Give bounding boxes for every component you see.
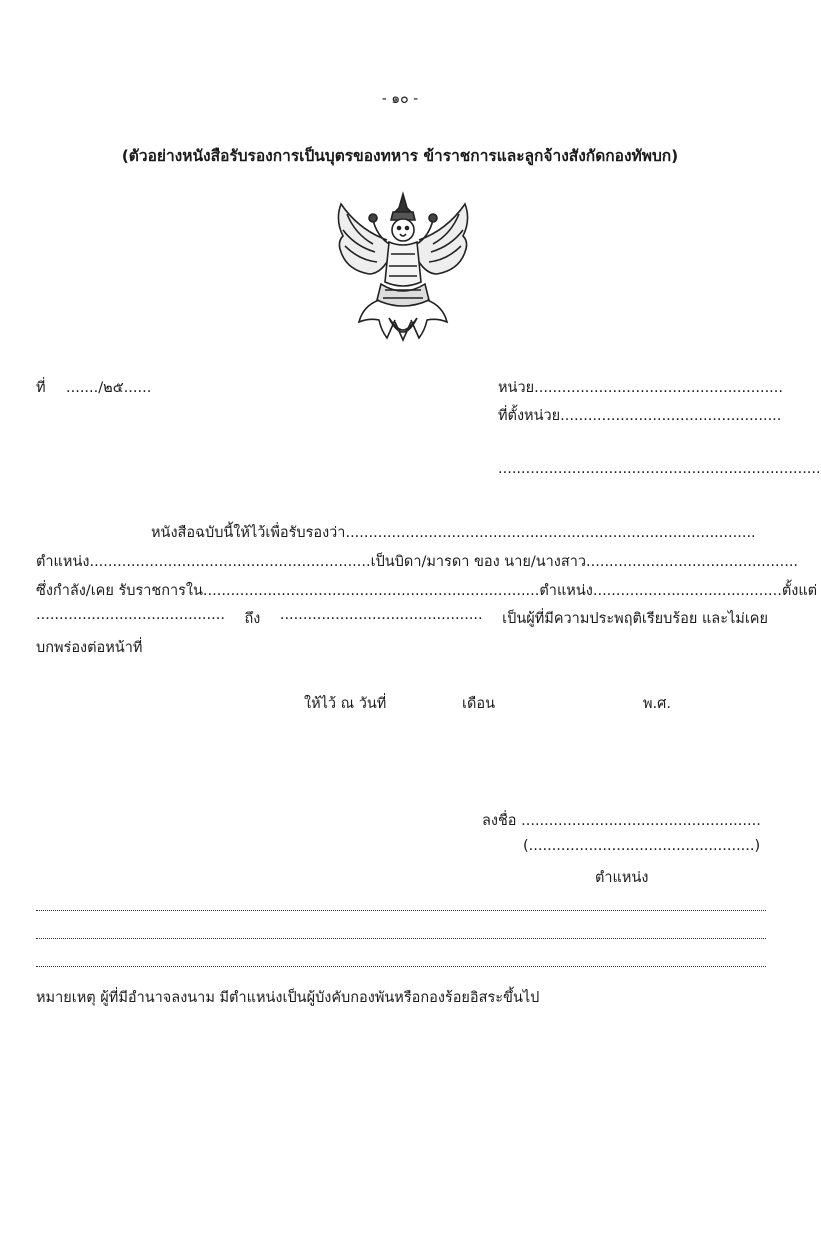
parent-of-field: เป็นบิดา/มารดา ของ นาย/นางสาว.............................................. — [370, 554, 799, 570]
footnote: หมายเหตุ ผู้ที่มีอำนาจลงนาม มีตำแหน่งเป็นผู้บังคับกองพันหรือกองร้อยอิสระขึ้นไป — [36, 990, 540, 1006]
body-line-5: บกพร่องต่อหน้าที่ — [36, 640, 143, 656]
document-title: (ตัวอย่างหนังสือรับรองการเป็นบุตรของทหาร ข้าราชการและลูกจ้างสังกัดกองทัพบก) — [121, 147, 679, 165]
page-number: - ๑๐ - — [381, 91, 419, 107]
to-date-field: ............................................ — [279, 607, 483, 623]
given-on-label: ให้ไว้ ณ วันที่ — [304, 696, 387, 712]
body-line-2 — [36, 550, 799, 573]
blank-line-3 — [36, 966, 766, 967]
service-position-field: ตำแหน่ง......................................... — [539, 583, 782, 599]
month-label: เดือน — [462, 696, 495, 712]
from-date-field: ......................................... — [36, 607, 225, 623]
to-label: ถึง — [244, 611, 261, 627]
year-label: พ.ศ. — [643, 696, 671, 712]
signer-name-line: (.................................................) — [523, 838, 761, 854]
body-line-4 — [36, 607, 768, 630]
certify-line: หนังสือฉบับนี้ให้ไว้เพื่อรับรองว่า......................................................................................... — [151, 525, 756, 541]
signature-line: ลงชื่อ .................................................... — [482, 813, 761, 829]
service-unit-field: ซึ่งกำลัง/เคย รับราชการใน......................................................................... — [36, 583, 540, 599]
reference-label: ที่ — [36, 380, 46, 396]
unit-location-extra-line: ...................................................................... — [498, 461, 821, 477]
reference-number-field: ......./๒๕...... — [66, 380, 152, 396]
blank-line-2 — [36, 938, 766, 939]
signer-position-label: ตำแหน่ง — [595, 870, 649, 886]
unit-location-line: ที่ตั้งหน่วย................................................ — [498, 408, 782, 424]
since-label: ตั้งแต่ — [781, 583, 818, 599]
conduct-statement: เป็นผู้ที่มีความประพฤติเรียบร้อย และไม่เคย — [502, 611, 768, 627]
body-line-3 — [36, 579, 818, 602]
blank-line-1 — [36, 910, 766, 911]
garuda-emblem-icon — [329, 190, 477, 346]
unit-name-line: หน่วย...................................................... — [498, 380, 784, 396]
position-field: ตำแหน่ง............................................................. — [36, 554, 371, 570]
